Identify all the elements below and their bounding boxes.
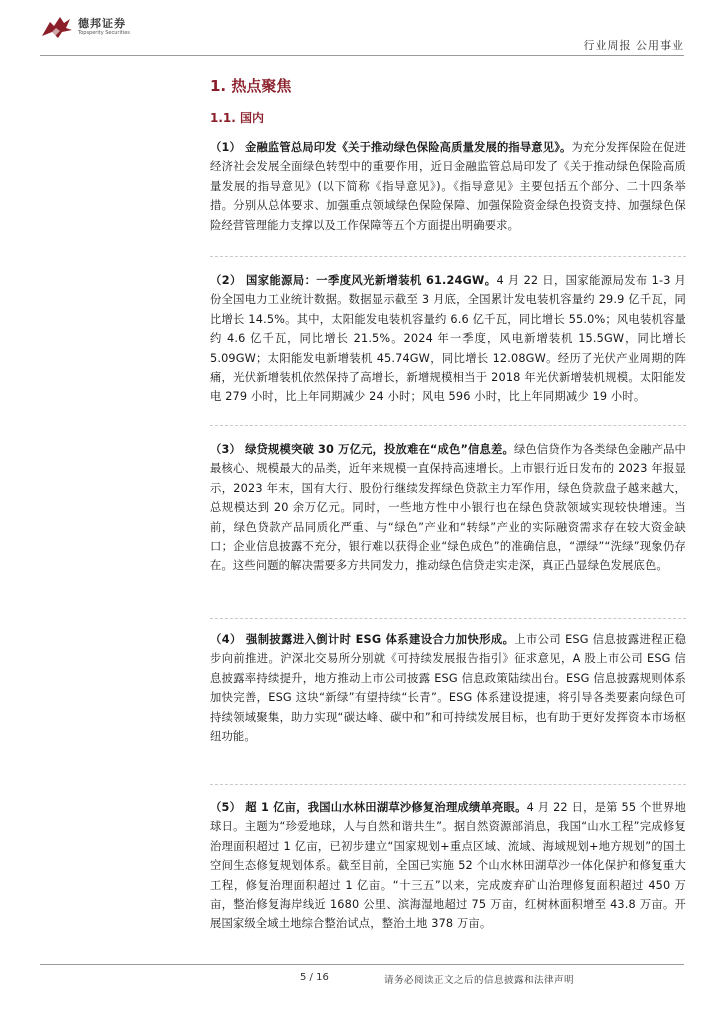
news-item-body: 4 月 22 日，国家能源局发布 1-3 月份全国电力工业统计数据。数据显示截至 3 月底，全国累计发电装机容量约 29.9 亿千瓦，同比增长 14.5%。其中，太阳能发电装机容量约 6.6 亿千瓦，同比增长 55.0%；风电装机容量约 4.6 亿千瓦，同比增长 21.5%。2024 年一季度，风电新增装机 15.5GW，同比增长 5.09GW；太阳能发电新增装机 45.74GW，同比增长 12.08GW。经历了光伏产业周期的阵痛，光伏新增装机依然保持了高增长，新增规模相当于 2018 年光伏新增装机规模。太阳能发电 279 小时，比上年同期减少 24 小时；风电 596 小时，比上年同期减少 19 小时。 bbox=[210, 274, 686, 404]
report-category: 行业周报 公用事业 bbox=[583, 39, 684, 52]
paragraph-divider bbox=[210, 618, 686, 619]
news-item-title: （1） 金融监管总局印发《关于推动绿色保险高质量发展的指导意见》。 bbox=[210, 141, 572, 154]
subsection-heading: 1.1. 国内 bbox=[210, 111, 264, 125]
news-item-5 bbox=[210, 798, 686, 934]
news-item-body: 为充分发挥保险在促进经济社会发展全面绿色转型中的重要作用，近日金融监管总局印发了《关于推动绿色保险高质量发展的指导意见》(以下简称《指导意见》)。《指导意见》主要包括五个部分、二十四条举措。分别从总体要求、加强重点领域绿色保险保障、加强保险资金绿色投资支持、加强绿色保险经营管理能力支撑以及工作保障等五个方面提出明确要求。 bbox=[210, 141, 686, 232]
page-number: 5 / 16 bbox=[300, 972, 329, 983]
logo-mark-icon bbox=[40, 14, 74, 40]
logo-name-en: Topsperity Securities bbox=[78, 29, 130, 36]
paragraph-divider bbox=[210, 784, 686, 785]
news-item-1 bbox=[210, 138, 686, 235]
page-header bbox=[0, 0, 724, 64]
header-divider bbox=[40, 55, 684, 56]
news-item-body: 上市公司 ESG 信息披露进程正稳步向前推进。沪深北交易所分别就《可持续发展报告指引》征求意见，A 股上市公司 ESG 信息披露率持续提升，地方推动上市公司披露 ESG 信息政策陆续出台。ESG 信息披露规则体系加快完善，ESG 这块“新绿”有望持续“长青”。ESG 体系建设提速，将引导各类要素向绿色可持续领域聚集，助力实现“碳达峰、碳中和”和可持续发展目标，也有助于更好发挥资本市场枢纽功能。 bbox=[210, 633, 687, 744]
news-item-body: 4 月 22 日，是第 55 个世界地球日。主题为“珍爱地球，人与自然和谐共生”。据自然资源部消息，我国“山水工程”完成修复治理面积超过 1 亿亩，已初步建立“国家规划+重点区域、流域、海域规划+地方规划”的国土空间生态修复规划体系。截至目前，全国已实施 52 个山水林田湖草沙一体化保护和修复重大工程，修复治理面积超过 1 亿亩。“十三五”以来，完成废弃矿山治理修复面积超过 450 万亩，整治修复海岸线近 1680 公里、滨海湿地超过 75 万亩，红树林面积增至 43.8 万亩。开展国家级全域土地综合整治试点，整治土地 378 万亩。 bbox=[210, 801, 686, 931]
news-item-title: （2） 国家能源局：一季度风光新增装机 61.24GW。 bbox=[210, 274, 497, 287]
paragraph-divider bbox=[210, 425, 686, 426]
news-item-3 bbox=[210, 440, 686, 576]
footer-divider bbox=[40, 964, 684, 965]
main-content bbox=[210, 70, 688, 128]
news-item-title: （3） 绿贷规模突破 30 万亿元，投放难在“成色”信息差。 bbox=[210, 443, 514, 456]
logo-name-cn: 德邦证券 bbox=[78, 16, 126, 30]
news-item-title: （4） 强制披露进入倒计时 ESG 体系建设合力加快形成。 bbox=[210, 633, 515, 646]
news-item-2 bbox=[210, 271, 686, 407]
news-item-body: 绿色信贷作为各类绿色金融产品中最核心、规模最大的品类，近年来规模一直保持高速增长。上市银行近日发布的 2023 年报显示，2023 年末，国有大行、股份行继续发挥绿色贷款主力军作用，绿色贷款盘子越来越大，总规模达到 20 余万亿元。同时，一些地方性中小银行也在绿色贷款领域实现较快增速。当前，绿色贷款产品同质化严重、与“绿色”产业和“转绿”产业的实际融资需求存在较大资金缺口；企业信息披露不充分，银行难以获得企业“绿色成色”的准确信息，“漂绿”“洗绿”现象仍存在。这些问题的解决需要多方共同发力，推动绿色信贷走实走深，真正凸显绿色发展底色。 bbox=[210, 443, 686, 573]
legal-disclaimer: 请务必阅读正文之后的信息披露和法律声明 bbox=[384, 975, 575, 986]
company-logo bbox=[40, 14, 130, 40]
paragraph-divider bbox=[210, 256, 686, 257]
news-item-4 bbox=[210, 630, 686, 746]
section-heading: 1. 热点聚焦 bbox=[210, 77, 292, 95]
news-item-title: （5） 超 1 亿亩，我国山水林田湖草沙修复治理成绩单亮眼。 bbox=[210, 801, 527, 814]
